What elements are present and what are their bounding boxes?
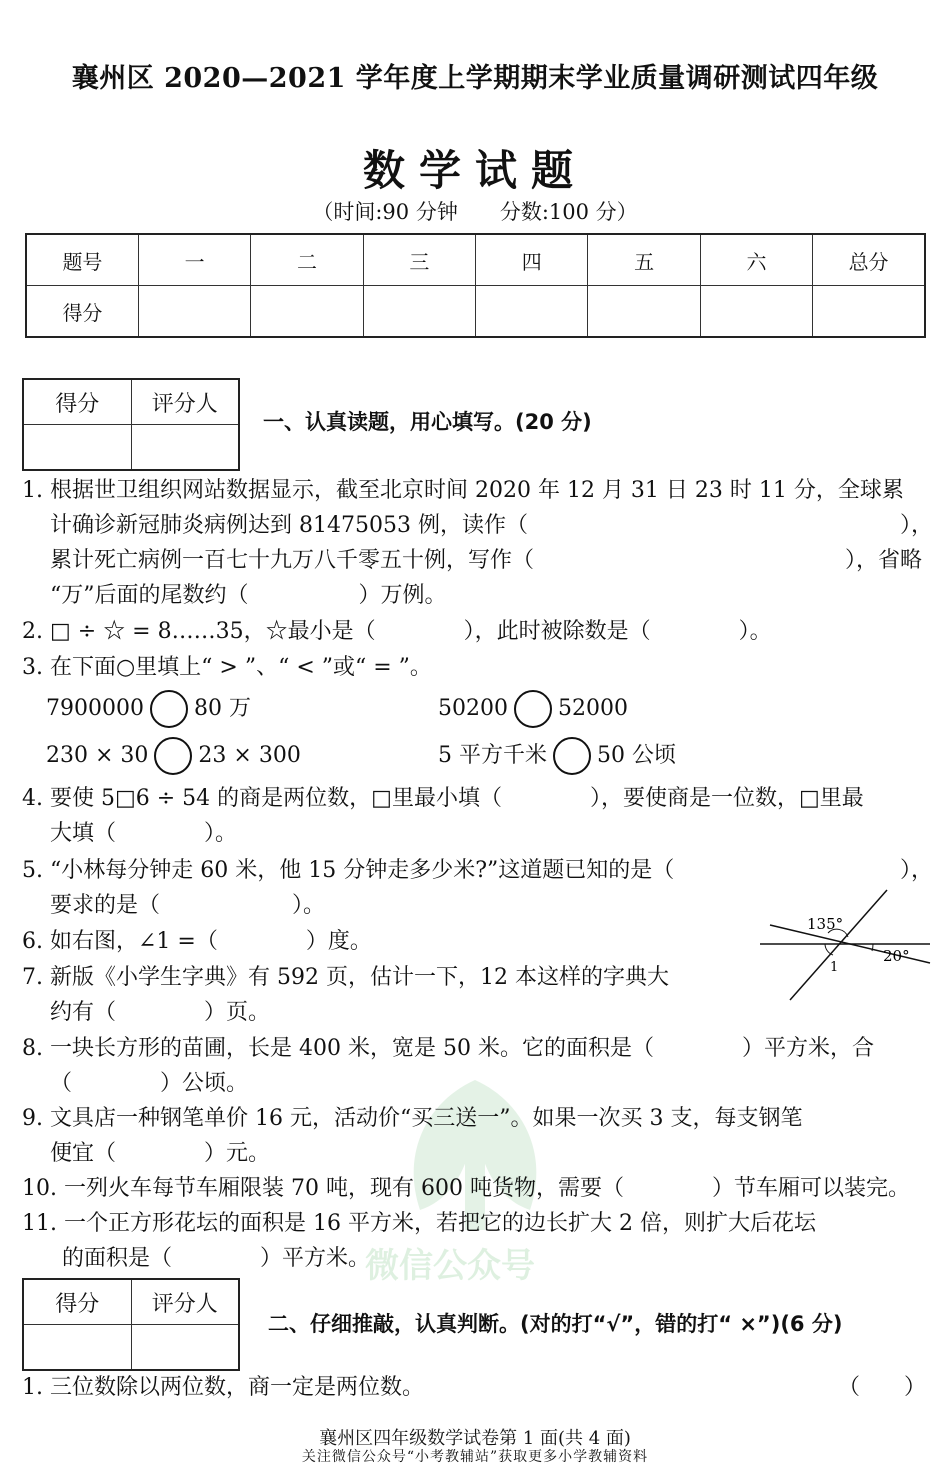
q3-c-right: 23 × 300 bbox=[198, 743, 301, 768]
angle-label-135: 135° bbox=[807, 915, 844, 933]
score-header-cell: 五 bbox=[588, 234, 700, 286]
score-table bbox=[25, 233, 926, 338]
q6-text: 6. 如右图，∠1 =（ ）度。 bbox=[22, 929, 372, 954]
q3-b-left: 50200 bbox=[438, 696, 508, 721]
q3-d-right: 50 公顷 bbox=[597, 743, 676, 768]
subject-title: 数学试题 bbox=[362, 146, 587, 195]
q1-line3-end: ），省略 bbox=[845, 548, 923, 573]
grader-name-cell[interactable] bbox=[131, 425, 239, 471]
promo-footnote: 关注微信公众号“小考教辅站”获取更多小学教辅资料 bbox=[301, 1449, 649, 1465]
q11-line1: 11. 一个正方形花坛的面积是 16 平方米，若把它的边长扩大 2 倍，则扩大后花坛 bbox=[22, 1211, 816, 1236]
q1-line2-end: ）， bbox=[900, 513, 934, 538]
q3-text: 3. 在下面○里填上“ > ”、“ < ”或“ = ”。 bbox=[22, 655, 432, 680]
q1-line3: 累计死亡病例一百七十九万八千零五十例，写作（ bbox=[50, 548, 535, 573]
score-cell[interactable] bbox=[813, 286, 925, 338]
s2-q1-answer-blank[interactable]: （ ） bbox=[838, 1375, 927, 1400]
grader-name-label: 评分人 bbox=[131, 1279, 239, 1325]
compare-circle[interactable] bbox=[150, 690, 188, 728]
q3-item-a bbox=[46, 690, 251, 728]
page-footer: 襄州区四年级数学试卷第 1 面(共 4 面) bbox=[319, 1428, 631, 1449]
score-header-cell: 三 bbox=[363, 234, 475, 286]
q11-line2: 的面积是（ ）平方米。 bbox=[62, 1246, 371, 1271]
score-table-header-row bbox=[26, 234, 925, 286]
score-row-label: 得分 bbox=[26, 286, 138, 338]
q4-line1: 4. 要使 5□6 ÷ 54 的商是两位数，□里最小填（ ），要使商是一位数，□里最 bbox=[22, 786, 864, 811]
score-cell[interactable] bbox=[138, 286, 250, 338]
q1-line4: “万”后面的尾数约（ ）万例。 bbox=[50, 583, 447, 608]
q5-line2: 要求的是（ ）。 bbox=[50, 893, 326, 918]
q7-line2: 约有（ ）页。 bbox=[50, 1000, 271, 1025]
compare-circle[interactable] bbox=[154, 737, 192, 775]
score-cell[interactable] bbox=[363, 286, 475, 338]
q8-line1: 8. 一块长方形的苗圃，长是 400 米，宽是 50 米。它的面积是（ ）平方米，合 bbox=[22, 1036, 874, 1061]
exam-title: 襄州区 2020—2021 学年度上学期期末学业质量调研测试四年级 bbox=[71, 63, 879, 94]
q3-item-b bbox=[438, 690, 628, 728]
q2-text: 2. □ ÷ ☆ = 8……35，☆最小是（ ），此时被除数是（ ）。 bbox=[22, 619, 772, 644]
compare-circle[interactable] bbox=[553, 737, 591, 775]
score-header-cell: 题号 bbox=[26, 234, 138, 286]
score-header-cell: 四 bbox=[476, 234, 588, 286]
q9-line1: 9. 文具店一种钢笔单价 16 元，活动价“买三送一”。如果一次买 3 支，每支钢笔 bbox=[22, 1106, 803, 1131]
section1-title: 一、认真读题，用心填写。(20 分) bbox=[263, 410, 592, 434]
q9-line2: 便宜（ ）元。 bbox=[50, 1141, 271, 1166]
grader-box-section1 bbox=[22, 378, 240, 471]
score-header-cell: 二 bbox=[251, 234, 363, 286]
exam-info: （时间:90 分钟 分数:100 分） bbox=[312, 200, 638, 224]
q3-item-d bbox=[438, 737, 676, 775]
score-header-cell: 总分 bbox=[813, 234, 925, 286]
grader-name-label: 评分人 bbox=[131, 379, 239, 425]
q5-line1: 5. “小林每分钟走 60 米，他 15 分钟走多少米?”这道题已知的是（ bbox=[22, 858, 675, 883]
angle-label-1: 1 bbox=[830, 960, 839, 975]
grader-score-label: 得分 bbox=[23, 1279, 131, 1325]
score-cell[interactable] bbox=[588, 286, 700, 338]
score-cell[interactable] bbox=[700, 286, 812, 338]
q3-b-right: 52000 bbox=[558, 696, 628, 721]
q3-item-c bbox=[46, 737, 301, 775]
q10-text: 10. 一列火车每节车厢限装 70 吨，现有 600 吨货物，需要（ ）节车厢可以装完。 bbox=[22, 1176, 910, 1201]
q4-line2: 大填（ ）。 bbox=[50, 821, 238, 846]
grader-score-cell[interactable] bbox=[23, 425, 131, 471]
q1-line1: 1. 根据世卫组织网站数据显示，截至北京时间 2020 年 12 月 31 日 23 时 11 分，全球累 bbox=[22, 478, 904, 503]
score-table-score-row bbox=[26, 286, 925, 338]
grader-score-label: 得分 bbox=[23, 379, 131, 425]
score-cell[interactable] bbox=[251, 286, 363, 338]
grader-score-cell[interactable] bbox=[23, 1325, 131, 1371]
score-cell[interactable] bbox=[476, 286, 588, 338]
section2-title: 二、仔细推敲，认真判断。(对的打“√”，错的打“ ×”)(6 分) bbox=[268, 1312, 843, 1336]
q8-line2: （ ）公顷。 bbox=[50, 1071, 249, 1096]
q3-d-left: 5 平方千米 bbox=[438, 743, 547, 768]
score-header-cell: 六 bbox=[700, 234, 812, 286]
grader-box-section2 bbox=[22, 1278, 240, 1371]
s2-q1-text: 1. 三位数除以两位数，商一定是两位数。 bbox=[22, 1375, 424, 1400]
score-header-cell: 一 bbox=[138, 234, 250, 286]
q3-a-left: 7900000 bbox=[46, 696, 144, 721]
q3-a-right: 80 万 bbox=[193, 696, 251, 721]
q7-line1: 7. 新版《小学生字典》有 592 页，估计一下，12 本这样的字典大 bbox=[22, 965, 669, 990]
q5-line1-end: ）， bbox=[900, 858, 934, 883]
angle-label-20: 20° bbox=[883, 947, 910, 965]
grader-name-cell[interactable] bbox=[131, 1325, 239, 1371]
compare-circle[interactable] bbox=[514, 690, 552, 728]
watermark-text: 微信公众号 bbox=[365, 1246, 535, 1286]
q1-line2: 计确诊新冠肺炎病例达到 81475053 例，读作（ bbox=[50, 513, 528, 538]
q3-c-left: 230 × 30 bbox=[46, 743, 149, 768]
